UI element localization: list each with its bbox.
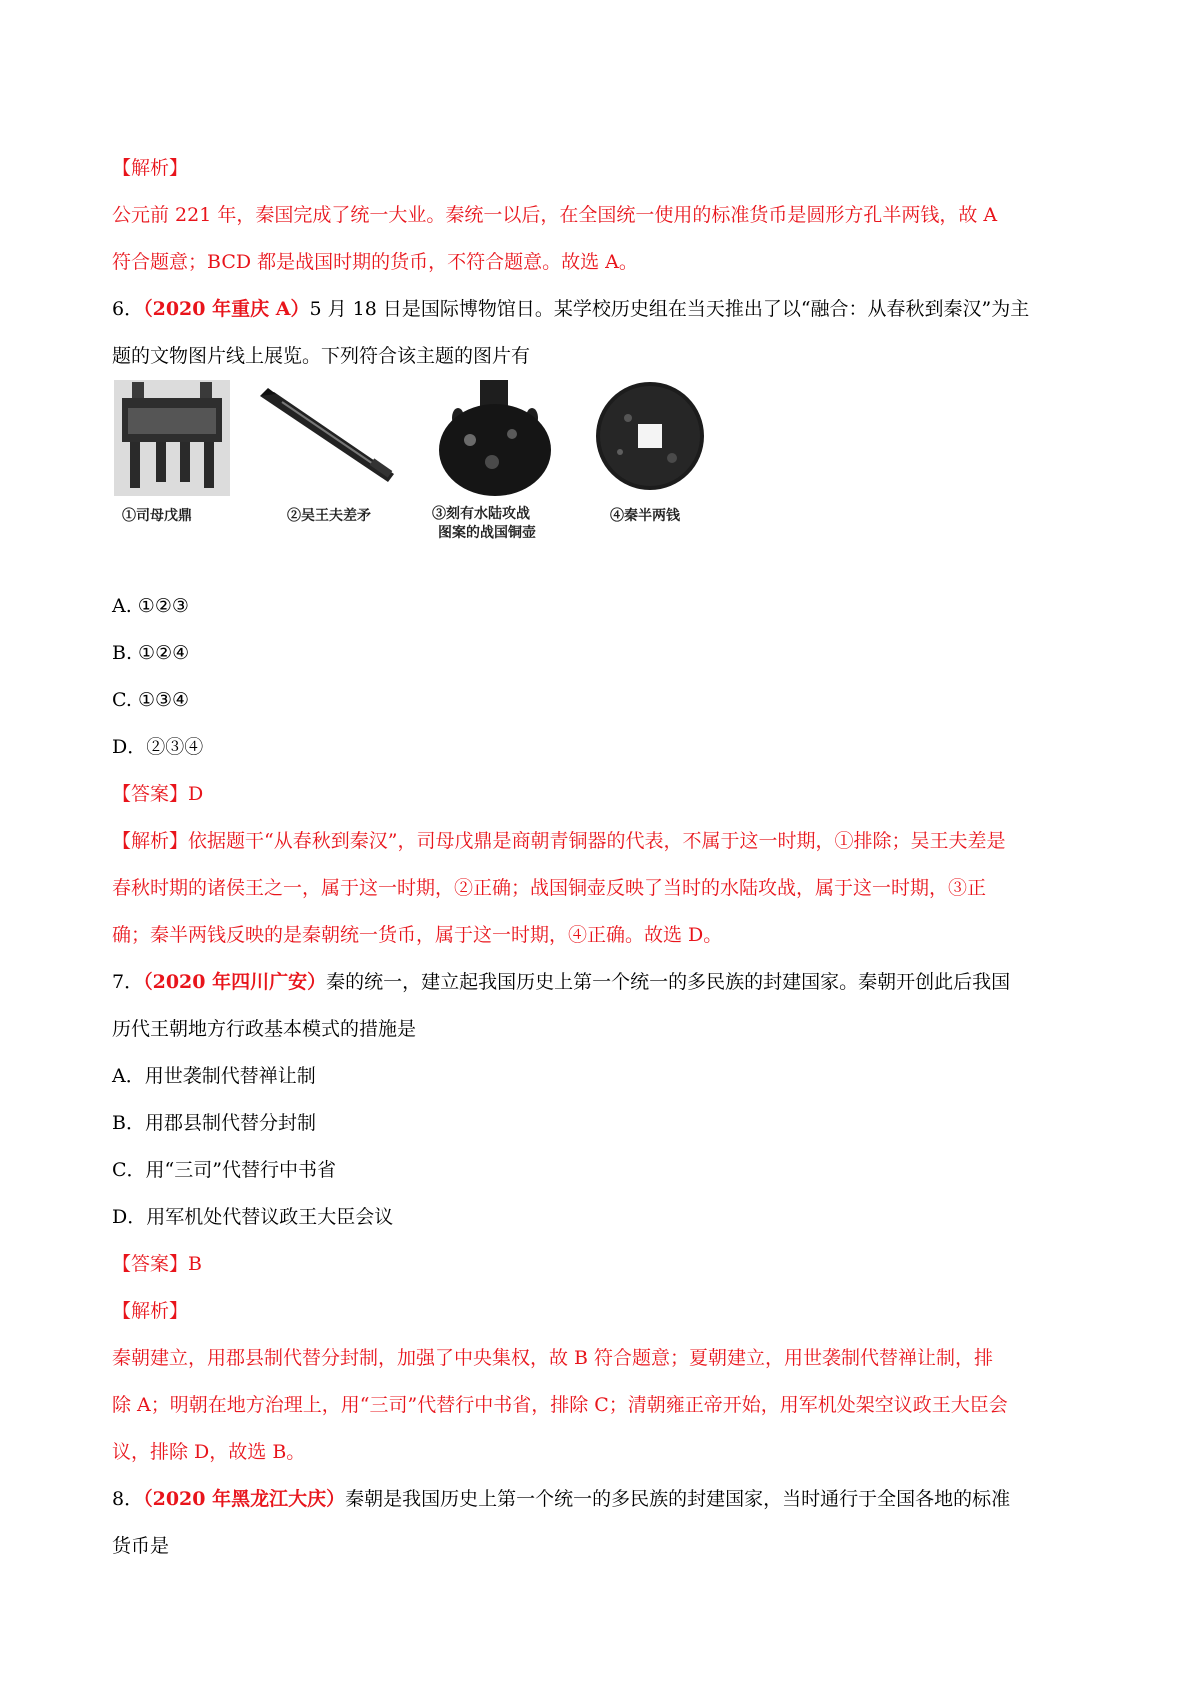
q8-number: 8．: [112, 1488, 144, 1510]
q6-option-c: C. ①③④: [112, 689, 190, 711]
ding-cauldron-image: [112, 378, 232, 498]
q6-analysis-line-3: 确；秦半两钱反映的是秦朝统一货币，属于这一时期，④正确。故选 D。: [112, 924, 723, 946]
q7-source: （2020 年四川广安）: [143, 971, 327, 993]
q7-number: 7．: [112, 971, 144, 993]
q6-option-b: B. ①②④: [112, 642, 190, 664]
q6-number: 6．: [112, 298, 144, 320]
coin-image: [590, 378, 710, 498]
q7-option-b: B．用郡县制代替分封制: [112, 1112, 316, 1134]
q6-stem-line-2: 题的文物图片线上展览。下列符合该主题的图片有: [112, 345, 531, 367]
q5-analysis-line-1: 公元前 221 年，秦国完成了统一大业。秦统一以后，在全国统一使用的标准货币是圆形方孔半两钱，故 A: [112, 204, 998, 226]
q7-analysis-line-2: 除 A；明朝在地方治理上，用“三司”代替行中书省，排除 C；清朝雍正帝开始，用军机处架空议政王大臣会: [112, 1394, 1008, 1416]
q7-answer-label: 【答案】: [112, 1253, 189, 1275]
q6-option-a: A. ①②③: [112, 595, 189, 617]
q6-analysis-text: 依据题干“从春秋到秦汉”，司母戊鼎是商朝青铜器的代表，不属于这一时期，①排除；吴王夫差是: [188, 830, 1006, 852]
q6-answer: [112, 781, 1102, 807]
q7-option-a: A．用世袭制代替禅让制: [112, 1065, 316, 1087]
q7-analysis-line-3: 议，排除 D，故选 B。: [112, 1441, 306, 1463]
q8-stem-line-2: 货币是: [112, 1535, 170, 1557]
q8-stem-text: 秦朝是我国历史上第一个统一的多民族的封建国家，当时通行于全国各地的标准: [345, 1488, 1011, 1510]
q6-answer-value: D: [188, 783, 204, 805]
q6-stem-line-1: [112, 296, 1102, 322]
q6-analysis-line-2: 春秋时期的诸侯王之一，属于这一时期，②正确；战国铜壶反映了当时的水陆攻战，属于这一时期，③正: [112, 877, 987, 899]
q6-answer-label: 【答案】: [112, 783, 189, 805]
q7-option-d: D．用军机处代替议政王大臣会议: [112, 1206, 394, 1228]
q7-stem-line-1: [112, 969, 1102, 995]
q6-analysis-label: 【解析】: [112, 830, 189, 852]
ding-caption: ①司母戊鼎: [122, 508, 192, 524]
spear-image: [252, 378, 402, 498]
q6-analysis-line-1: [112, 828, 1102, 854]
q7-analysis-line-1: 秦朝建立，用郡县制代替分封制，加强了中央集权，故 B 符合题意；夏朝建立，用世袭制代替禅让制，排: [112, 1347, 994, 1369]
coin-caption: ④秦半两钱: [610, 508, 680, 524]
spear-caption: ②吴王夫差矛: [287, 508, 371, 524]
q5-analysis-label: 【解析】: [112, 157, 189, 179]
artifact-figures: [112, 378, 792, 568]
q6-stem-text: 5 月 18 日是国际博物馆日。某学校历史组在当天推出了以“融合：从春秋到秦汉”为主: [309, 298, 1030, 320]
q8-stem-line-1: [112, 1486, 1102, 1512]
q7-analysis-label: 【解析】: [112, 1300, 189, 1322]
q7-option-c: C．用“三司”代替行中书省: [112, 1159, 336, 1181]
pot-caption-line-2: 图案的战国铜壶: [438, 525, 536, 541]
q7-stem-text: 秦的统一，建立起我国历史上第一个统一的多民族的封建国家。秦朝开创此后我国: [326, 971, 1011, 993]
q7-stem-line-2: 历代王朝地方行政基本模式的措施是: [112, 1018, 417, 1040]
bronze-pot-image: [430, 378, 560, 500]
q6-option-d: D．②③④: [112, 736, 204, 758]
q5-analysis-line-2: 符合题意；BCD 都是战国时期的货币，不符合题意。故选 A。: [112, 251, 638, 273]
q7-answer: [112, 1251, 1102, 1277]
pot-caption-line-1: ③刻有水陆攻战: [432, 506, 530, 522]
q7-answer-value: B: [188, 1253, 202, 1275]
q6-source: （2020 年重庆 A）: [143, 298, 310, 320]
q8-source: （2020 年黑龙江大庆）: [143, 1488, 346, 1510]
